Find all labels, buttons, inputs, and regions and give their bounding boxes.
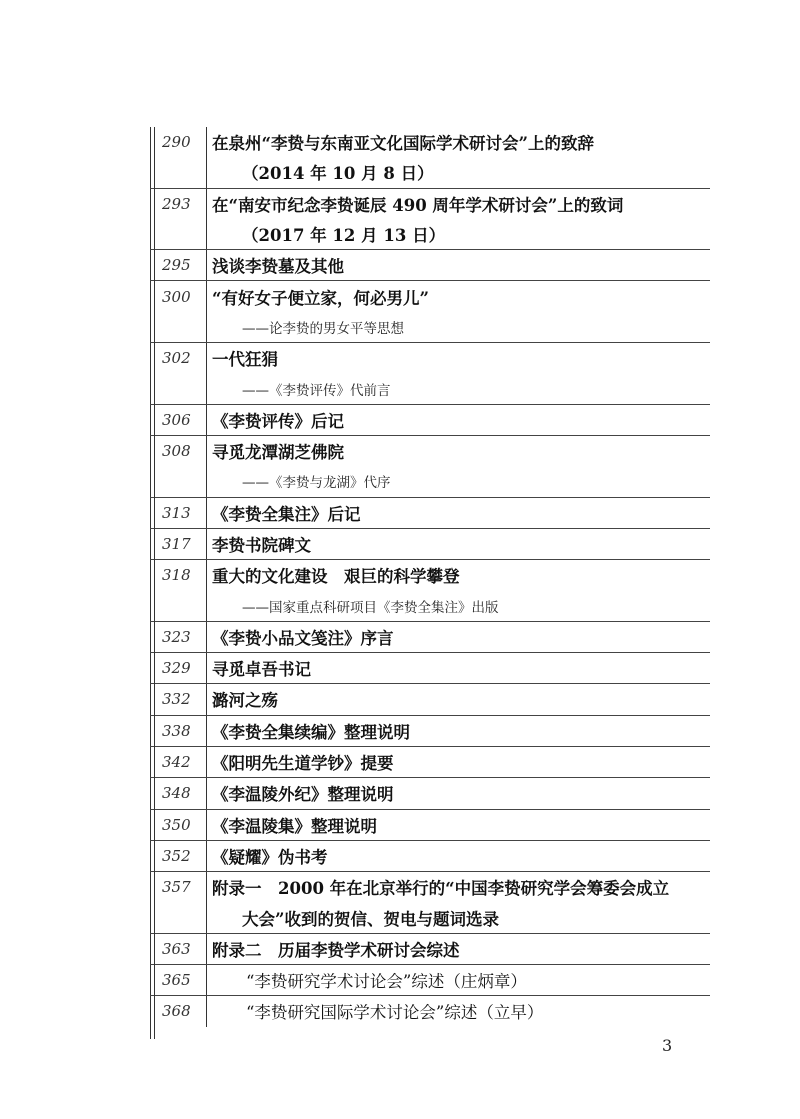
toc-page-number: 352 — [162, 846, 191, 865]
toc-entry — [150, 777, 710, 808]
toc-entry — [150, 127, 710, 157]
toc-page-number: 365 — [162, 971, 191, 990]
toc-page-number: 313 — [162, 503, 191, 522]
toc-entry — [150, 466, 710, 496]
toc-page-number: 357 — [162, 878, 191, 897]
toc-page-number: 323 — [162, 627, 191, 646]
column-divider — [206, 716, 207, 746]
toc-entry — [150, 933, 710, 964]
column-divider — [206, 127, 207, 157]
column-divider — [206, 778, 207, 808]
page-number: 3 — [662, 1036, 673, 1055]
column-divider — [206, 157, 207, 187]
column-divider — [206, 343, 207, 373]
toc-title: 潞河之殇 — [212, 691, 278, 711]
toc-title: 《疑耀》伪书考 — [212, 847, 328, 867]
toc-page-number: 329 — [162, 659, 191, 678]
toc-title: 《李贽评传》后记 — [212, 411, 344, 431]
column-divider — [206, 373, 207, 403]
toc-page-number: 300 — [162, 287, 191, 306]
column-divider — [206, 590, 207, 620]
toc-title: 浅谈李贽墓及其他 — [212, 257, 344, 277]
toc-title: （2014 年 10 月 8 日） — [242, 164, 434, 184]
toc-title: （2017 年 12 月 13 日） — [242, 226, 446, 246]
toc-page-number: 290 — [162, 133, 191, 152]
toc-page-number: 348 — [162, 784, 191, 803]
column-divider — [206, 934, 207, 964]
column-divider — [206, 872, 207, 902]
column-divider — [206, 653, 207, 683]
toc-title: ——论李贽的男女平等思想 — [242, 320, 404, 337]
column-divider — [206, 219, 207, 249]
toc-entry — [150, 746, 710, 777]
toc-entry — [150, 809, 710, 840]
toc-entry — [150, 621, 710, 652]
toc-title: ——《李贽与龙湖》代序 — [242, 475, 391, 492]
column-divider — [206, 405, 207, 435]
toc-entry — [150, 280, 710, 311]
toc-entry — [150, 188, 710, 219]
toc-entry — [150, 964, 710, 995]
toc-title: 在泉州“李贽与东南亚文化国际学术研讨会”上的致辞 — [212, 134, 594, 154]
toc-title: “李贽研究国际学术讨论会”综述（立早） — [246, 1003, 544, 1023]
table-of-contents — [150, 127, 710, 1027]
column-divider — [206, 312, 207, 342]
toc-entry — [150, 683, 710, 714]
toc-page-number: 317 — [162, 535, 191, 553]
column-divider — [206, 466, 207, 496]
column-divider — [206, 622, 207, 652]
toc-title: 附录一 2000 年在北京举行的“中国李贽研究学会筹委会成立 — [212, 879, 670, 899]
toc-title: 《阳明先生道学钞》提要 — [212, 754, 394, 774]
toc-entry — [150, 715, 710, 746]
column-divider — [206, 996, 207, 1026]
toc-page-number: 293 — [162, 194, 191, 213]
column-divider — [206, 281, 207, 311]
toc-title: 《李贽小品文笺注》序言 — [212, 628, 394, 648]
toc-entry — [150, 157, 710, 187]
toc-entry — [150, 995, 710, 1026]
toc-page-number: 350 — [162, 815, 191, 834]
column-divider — [206, 810, 207, 840]
toc-entry — [150, 590, 710, 620]
column-divider — [206, 250, 207, 280]
toc-title: ——《李贽评传》代前言 — [242, 382, 391, 399]
toc-page-number: 308 — [162, 442, 191, 461]
toc-page-number: 368 — [162, 1002, 191, 1021]
toc-entry — [150, 435, 710, 466]
toc-entry — [150, 652, 710, 683]
toc-title: 寻觅龙潭湖芝佛院 — [212, 443, 344, 463]
toc-entry — [150, 840, 710, 871]
column-divider — [206, 560, 207, 590]
column-divider — [206, 684, 207, 714]
toc-title: 《李贽全集注》后记 — [212, 504, 361, 524]
toc-page-number: 342 — [162, 753, 191, 772]
toc-page-number: 306 — [162, 410, 191, 429]
column-divider — [206, 529, 207, 559]
toc-page-number: 332 — [162, 690, 191, 709]
toc-page-number: 363 — [162, 939, 191, 958]
toc-entry — [150, 871, 710, 902]
toc-title: 《李温陵外纪》整理说明 — [212, 785, 394, 805]
toc-title: 《李温陵集》整理说明 — [212, 816, 377, 836]
toc-title: 大会”收到的贺信、贺电与题词选录 — [242, 909, 499, 929]
toc-entry — [150, 312, 710, 342]
toc-title: 附录二 历届李贽学术研讨会综述 — [212, 940, 460, 960]
toc-title: “有好女子便立家，何必男儿” — [212, 288, 429, 308]
toc-entry — [150, 559, 710, 590]
toc-entry — [150, 249, 710, 280]
column-divider — [206, 498, 207, 528]
toc-title: ——国家重点科研项目《李贽全集注》出版 — [242, 599, 499, 616]
toc-title: 李贽书院碑文 — [212, 536, 311, 555]
column-divider — [206, 841, 207, 871]
toc-page-number: 318 — [162, 566, 191, 585]
toc-entry — [150, 497, 710, 528]
column-divider — [206, 902, 207, 932]
toc-page-number: 295 — [162, 256, 191, 275]
toc-title: “李贽研究学术讨论会”综述（庄炳章） — [246, 972, 527, 992]
toc-entry — [150, 342, 710, 373]
toc-page-number: 338 — [162, 721, 191, 740]
column-divider — [206, 747, 207, 777]
toc-entry — [150, 902, 710, 932]
toc-title: 《李贽全集续编》整理说明 — [212, 722, 410, 742]
toc-entry — [150, 528, 710, 559]
toc-entry — [150, 219, 710, 249]
toc-page-number: 302 — [162, 349, 191, 368]
toc-entry — [150, 373, 710, 403]
column-divider — [206, 189, 207, 219]
column-divider — [206, 965, 207, 995]
toc-title: 一代狂狷 — [212, 350, 278, 370]
toc-title: 重大的文化建设 艰巨的科学攀登 — [212, 567, 460, 587]
toc-title: 寻觅卓吾书记 — [212, 660, 311, 680]
toc-title: 在“南安市纪念李贽诞辰 490 周年学术研讨会”上的致词 — [212, 195, 624, 215]
toc-entry — [150, 404, 710, 435]
column-divider — [206, 436, 207, 466]
